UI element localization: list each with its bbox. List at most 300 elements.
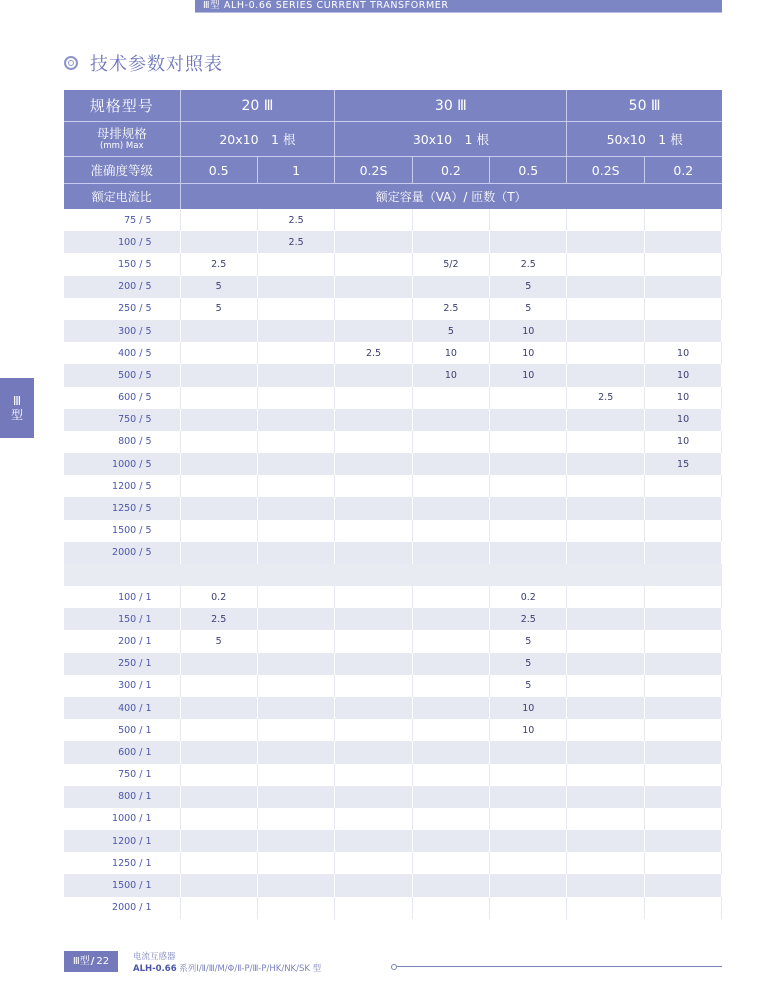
current-ratio: 250 / 1 (64, 653, 180, 675)
capacity-cell: 2.5 (180, 608, 257, 630)
capacity-cell (490, 874, 567, 896)
capacity-cell (257, 653, 334, 675)
capacity-cell: 15 (644, 453, 721, 475)
capacity-cell: 5 (490, 653, 567, 675)
table-row (64, 320, 722, 342)
capacity-cell (335, 453, 412, 475)
capacity-cell (180, 719, 257, 741)
busbar-spec: 50x10 1 根 (567, 122, 722, 157)
table-row (64, 675, 722, 697)
table-row (64, 874, 722, 896)
capacity-cell (257, 874, 334, 896)
busbar-label: 母排规格 (96, 126, 147, 141)
header-rule (195, 12, 722, 13)
capacity-cell (412, 542, 489, 564)
table-row (64, 786, 722, 808)
capacity-cell: 5 (490, 276, 567, 298)
capacity-cell (644, 608, 721, 630)
capacity-cell (490, 830, 567, 852)
capacity-cell (335, 874, 412, 896)
capacity-cell (180, 431, 257, 453)
current-ratio: 1250 / 1 (64, 852, 180, 874)
capacity-cell (257, 830, 334, 852)
current-ratio: 600 / 1 (64, 741, 180, 763)
capacity-cell (567, 542, 644, 564)
ratio-label: 额定电流比 (64, 184, 180, 210)
capacity-cell (335, 608, 412, 630)
capacity-cell (257, 431, 334, 453)
capacity-cell (180, 320, 257, 342)
capacity-cell (180, 874, 257, 896)
capacity-cell (412, 497, 489, 519)
capacity-cell (412, 897, 489, 919)
table-row (64, 608, 722, 630)
capacity-cell (412, 409, 489, 431)
capacity-cell (567, 431, 644, 453)
footer-series-types: 系列Ⅰ/Ⅱ/Ⅲ/M/Φ/Ⅱ-P/Ⅲ-P/HK/NK/SK 型 (176, 964, 322, 974)
capacity-cell (567, 453, 644, 475)
capacity-cell (490, 808, 567, 830)
capacity-cell (257, 697, 334, 719)
table-row (64, 697, 722, 719)
capacity-cell (412, 276, 489, 298)
capacity-cell (567, 675, 644, 697)
capacity-cell: 10 (644, 431, 721, 453)
side-tab-line2: 型 (10, 408, 23, 422)
capacity-cell (257, 586, 334, 608)
capacity-cell (644, 852, 721, 874)
capacity-cell (180, 453, 257, 475)
capacity-cell: 5 (412, 320, 489, 342)
capacity-cell (490, 542, 567, 564)
current-ratio: 1200 / 5 (64, 475, 180, 497)
capacity-cell (490, 520, 567, 542)
capacity-cell (412, 475, 489, 497)
capacity-cell (180, 675, 257, 697)
capacity-cell (567, 320, 644, 342)
capacity-cell (412, 520, 489, 542)
current-ratio: 200 / 1 (64, 630, 180, 652)
capacity-cell (335, 675, 412, 697)
capacity-cell (567, 253, 644, 275)
busbar-label-cell (64, 122, 180, 157)
current-ratio: 800 / 1 (64, 786, 180, 808)
capacity-cell (335, 520, 412, 542)
capacity-cell (412, 209, 489, 231)
capacity-cell (257, 475, 334, 497)
table-row (64, 342, 722, 364)
model-header: 20 Ⅲ (180, 90, 335, 122)
current-ratio: 1500 / 1 (64, 874, 180, 896)
capacity-cell (490, 897, 567, 919)
page-separator: / (90, 956, 95, 967)
capacity-cell (412, 764, 489, 786)
capacity-cell (412, 697, 489, 719)
table-row (64, 298, 722, 320)
capacity-cell (412, 830, 489, 852)
section-heading (64, 50, 223, 76)
capacity-cell (335, 897, 412, 919)
capacity-cell (335, 697, 412, 719)
table-row (64, 253, 722, 275)
capacity-cell (412, 387, 489, 409)
capacity-cell (180, 741, 257, 763)
capacity-cell (180, 830, 257, 852)
table-row (64, 630, 722, 652)
capacity-cell (644, 697, 721, 719)
capacity-cell (335, 497, 412, 519)
footer-dot-icon (391, 964, 397, 970)
capacity-cell (644, 520, 721, 542)
capacity-cell (567, 231, 644, 253)
capacity-cell (257, 852, 334, 874)
capacity-cell (490, 209, 567, 231)
capacity-cell: 5 (180, 276, 257, 298)
table-row (64, 231, 722, 253)
capacity-cell (644, 874, 721, 896)
capacity-cell (335, 764, 412, 786)
capacity-cell: 2.5 (490, 253, 567, 275)
capacity-cell (567, 364, 644, 386)
capacity-cell (180, 808, 257, 830)
capacity-cell (644, 653, 721, 675)
capacity-cell (412, 786, 489, 808)
capacity-label: 额定容量（VA）/ 匝数（T） (180, 184, 722, 210)
capacity-cell (567, 741, 644, 763)
table-row (64, 897, 722, 919)
capacity-cell (412, 431, 489, 453)
capacity-cell (335, 231, 412, 253)
capacity-cell (567, 608, 644, 630)
capacity-cell (412, 675, 489, 697)
table-row (64, 764, 722, 786)
current-ratio: 500 / 5 (64, 364, 180, 386)
table-row (64, 830, 722, 852)
table-row (64, 852, 722, 874)
capacity-cell (567, 852, 644, 874)
capacity-cell (567, 209, 644, 231)
capacity-cell (490, 786, 567, 808)
capacity-cell (644, 764, 721, 786)
page-prefix: Ⅲ型 (72, 956, 90, 967)
capacity-cell (490, 409, 567, 431)
capacity-cell (335, 320, 412, 342)
table-row (64, 364, 722, 386)
capacity-cell (490, 387, 567, 409)
capacity-cell: 5 (180, 298, 257, 320)
capacity-cell (335, 364, 412, 386)
capacity-cell (490, 453, 567, 475)
table-row (64, 808, 722, 830)
current-ratio: 200 / 5 (64, 276, 180, 298)
capacity-cell (412, 653, 489, 675)
capacity-cell (335, 475, 412, 497)
capacity-cell (257, 741, 334, 763)
capacity-cell (490, 475, 567, 497)
capacity-cell (412, 608, 489, 630)
capacity-cell: 2.5 (412, 298, 489, 320)
capacity-cell: 5 (490, 630, 567, 652)
capacity-cell: 10 (490, 697, 567, 719)
current-ratio: 600 / 5 (64, 387, 180, 409)
page-number: 22 (96, 956, 110, 967)
current-ratio: 750 / 1 (64, 764, 180, 786)
capacity-cell (180, 364, 257, 386)
capacity-cell (644, 808, 721, 830)
capacity-cell (180, 475, 257, 497)
section-gap (64, 564, 722, 586)
capacity-cell: 10 (644, 342, 721, 364)
table-row (64, 209, 722, 231)
accuracy-class: 0.5 (180, 157, 257, 184)
spec-table (64, 90, 722, 919)
accuracy-class: 1 (257, 157, 334, 184)
capacity-cell (257, 320, 334, 342)
capacity-cell (412, 231, 489, 253)
capacity-cell (335, 276, 412, 298)
capacity-cell (257, 364, 334, 386)
capacity-cell (180, 409, 257, 431)
current-ratio: 800 / 5 (64, 431, 180, 453)
capacity-cell (257, 630, 334, 652)
capacity-cell (180, 697, 257, 719)
model-header: 50 Ⅲ (567, 90, 722, 122)
capacity-cell (567, 298, 644, 320)
capacity-cell (257, 409, 334, 431)
capacity-cell (335, 852, 412, 874)
capacity-cell: 0.2 (490, 586, 567, 608)
capacity-cell (567, 497, 644, 519)
capacity-cell: 10 (412, 364, 489, 386)
capacity-cell: 0.2 (180, 586, 257, 608)
capacity-cell: 5 (490, 675, 567, 697)
capacity-cell (335, 786, 412, 808)
current-ratio: 150 / 5 (64, 253, 180, 275)
capacity-cell (567, 830, 644, 852)
side-tab (0, 378, 34, 438)
footer-series-model: ALH-0.66 (133, 964, 177, 974)
capacity-cell (412, 586, 489, 608)
capacity-cell (644, 231, 721, 253)
current-ratio: 2000 / 1 (64, 897, 180, 919)
capacity-cell (257, 786, 334, 808)
capacity-cell (412, 719, 489, 741)
capacity-cell (335, 253, 412, 275)
capacity-cell (644, 320, 721, 342)
capacity-cell (180, 520, 257, 542)
capacity-cell (335, 542, 412, 564)
table-row (64, 475, 722, 497)
capacity-cell (335, 653, 412, 675)
capacity-cell (567, 342, 644, 364)
capacity-cell (335, 808, 412, 830)
capacity-cell (412, 453, 489, 475)
capacity-cell (490, 431, 567, 453)
accuracy-class: 0.2S (335, 157, 412, 184)
capacity-cell (567, 409, 644, 431)
page-badge (64, 951, 118, 972)
capacity-cell (644, 897, 721, 919)
table-row (64, 719, 722, 741)
side-tab-line1: Ⅲ (12, 394, 22, 408)
current-ratio: 100 / 1 (64, 586, 180, 608)
capacity-cell (335, 298, 412, 320)
capacity-cell: 10 (490, 364, 567, 386)
capacity-cell (180, 497, 257, 519)
capacity-cell (567, 475, 644, 497)
table-row (64, 387, 722, 409)
footer-rule (397, 966, 722, 967)
table-row (64, 497, 722, 519)
capacity-cell (180, 764, 257, 786)
capacity-cell (257, 608, 334, 630)
capacity-cell (257, 897, 334, 919)
table-row (64, 586, 722, 608)
series-title: Ⅲ型 ALH-0.66 SERIES CURRENT TRANSFORMER (203, 0, 449, 11)
busbar-spec: 30x10 1 根 (335, 122, 567, 157)
capacity-cell: 10 (644, 387, 721, 409)
capacity-cell (257, 453, 334, 475)
capacity-cell (644, 830, 721, 852)
section-gap-row (64, 564, 722, 586)
capacity-cell (644, 630, 721, 652)
current-ratio: 750 / 5 (64, 409, 180, 431)
capacity-cell (567, 764, 644, 786)
busbar-spec: 20x10 1 根 (180, 122, 335, 157)
capacity-cell (567, 808, 644, 830)
capacity-cell (567, 630, 644, 652)
capacity-cell (257, 497, 334, 519)
capacity-cell: 2.5 (257, 209, 334, 231)
current-ratio: 300 / 5 (64, 320, 180, 342)
capacity-cell: 5 (180, 630, 257, 652)
table-row (64, 453, 722, 475)
capacity-cell (335, 630, 412, 652)
capacity-cell (257, 276, 334, 298)
capacity-cell (567, 276, 644, 298)
capacity-cell (490, 497, 567, 519)
table-row (64, 409, 722, 431)
section-title: 技术参数对照表 (90, 54, 223, 75)
capacity-cell (490, 764, 567, 786)
capacity-cell (490, 852, 567, 874)
capacity-cell: 2.5 (257, 231, 334, 253)
capacity-cell (644, 675, 721, 697)
capacity-cell (644, 276, 721, 298)
model-header: 30 Ⅲ (335, 90, 567, 122)
current-ratio: 1200 / 1 (64, 830, 180, 852)
current-ratio: 75 / 5 (64, 209, 180, 231)
capacity-cell (180, 231, 257, 253)
spec-label: 规格型号 (64, 90, 180, 122)
capacity-cell (644, 741, 721, 763)
capacity-cell (644, 209, 721, 231)
capacity-cell (180, 852, 257, 874)
capacity-cell (180, 342, 257, 364)
current-ratio: 1000 / 1 (64, 808, 180, 830)
capacity-cell (490, 741, 567, 763)
busbar-unit: (mm) Max (100, 141, 144, 151)
current-ratio: 1250 / 5 (64, 497, 180, 519)
current-ratio: 400 / 1 (64, 697, 180, 719)
capacity-cell (257, 764, 334, 786)
capacity-cell: 10 (644, 409, 721, 431)
table-row (64, 520, 722, 542)
current-ratio: 500 / 1 (64, 719, 180, 741)
current-ratio: 250 / 5 (64, 298, 180, 320)
capacity-cell (257, 675, 334, 697)
capacity-cell (644, 542, 721, 564)
capacity-cell (644, 719, 721, 741)
capacity-cell (257, 542, 334, 564)
accuracy-class: 0.2S (567, 157, 644, 184)
table-row (64, 741, 722, 763)
capacity-cell (567, 874, 644, 896)
capacity-cell (412, 808, 489, 830)
capacity-cell (180, 653, 257, 675)
capacity-cell (335, 209, 412, 231)
capacity-cell (567, 786, 644, 808)
capacity-cell (412, 741, 489, 763)
capacity-cell (335, 741, 412, 763)
capacity-cell (644, 786, 721, 808)
capacity-cell (644, 586, 721, 608)
capacity-cell: 10 (490, 719, 567, 741)
footer-product: 电流互感器 (133, 952, 176, 962)
capacity-cell (257, 808, 334, 830)
accuracy-class: 0.5 (490, 157, 567, 184)
table-row (64, 276, 722, 298)
current-ratio: 100 / 5 (64, 231, 180, 253)
capacity-cell (644, 298, 721, 320)
table-row (64, 431, 722, 453)
current-ratio: 150 / 1 (64, 608, 180, 630)
table-row (64, 653, 722, 675)
capacity-cell: 2.5 (335, 342, 412, 364)
capacity-cell (180, 542, 257, 564)
capacity-cell (567, 653, 644, 675)
capacity-cell (335, 387, 412, 409)
capacity-cell (257, 520, 334, 542)
capacity-cell (335, 431, 412, 453)
capacity-cell (257, 387, 334, 409)
capacity-cell (567, 719, 644, 741)
capacity-cell (180, 786, 257, 808)
capacity-cell (567, 586, 644, 608)
table-body (64, 209, 722, 919)
capacity-cell (412, 630, 489, 652)
capacity-cell (257, 342, 334, 364)
capacity-cell: 2.5 (567, 387, 644, 409)
current-ratio: 1500 / 5 (64, 520, 180, 542)
double-circle-icon (64, 56, 78, 70)
capacity-cell (644, 253, 721, 275)
current-ratio: 1000 / 5 (64, 453, 180, 475)
capacity-cell (567, 897, 644, 919)
capacity-cell (180, 897, 257, 919)
capacity-cell (412, 874, 489, 896)
capacity-cell (257, 719, 334, 741)
capacity-cell: 10 (644, 364, 721, 386)
accuracy-class: 0.2 (644, 157, 721, 184)
capacity-cell: 5 (490, 298, 567, 320)
capacity-cell: 10 (490, 342, 567, 364)
footer-series (133, 962, 321, 974)
capacity-cell (335, 719, 412, 741)
accuracy-label: 准确度等级 (64, 157, 180, 184)
capacity-cell (335, 409, 412, 431)
capacity-cell (567, 520, 644, 542)
